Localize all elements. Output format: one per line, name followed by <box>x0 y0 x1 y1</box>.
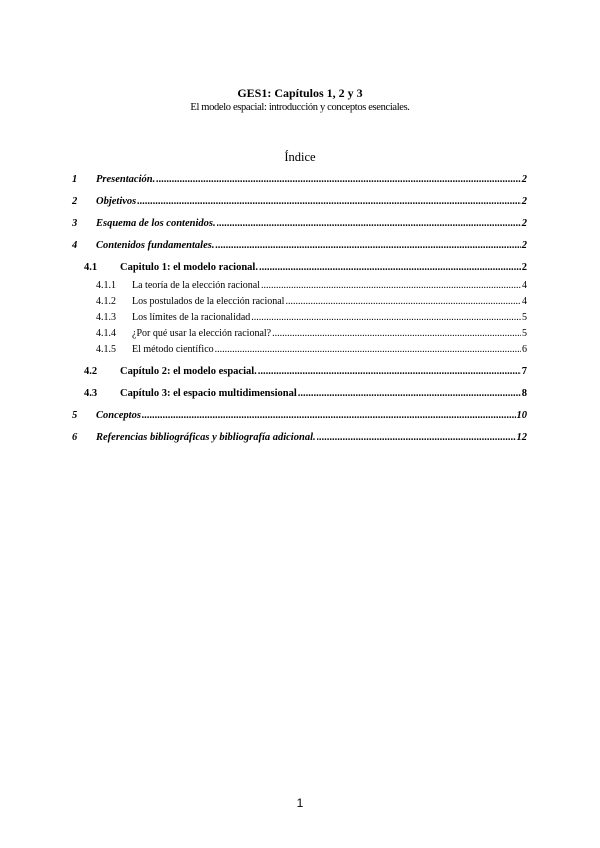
toc-entry-page: 4 <box>522 296 527 307</box>
toc-entry-number: 4.1.3 <box>96 312 116 323</box>
toc-entry-contenidos[interactable] <box>72 240 527 251</box>
toc-leader-dots <box>259 262 521 273</box>
toc-entry-label: Capítulo 3: el espacio multidimensional <box>120 388 297 399</box>
toc-entry-number: 4.1 <box>84 262 98 273</box>
toc-entry-esquema[interactable] <box>72 218 527 229</box>
toc-leader-dots <box>215 344 521 355</box>
toc-entry-number: 3 <box>72 218 78 229</box>
toc-leader-dots <box>261 280 521 291</box>
toc-entry-label: Capitulo 1: el modelo racional. <box>120 262 258 273</box>
toc-leader-dots <box>156 174 521 185</box>
toc-entry-label: Los postulados de la elección racional <box>132 296 285 307</box>
toc-entry-number: 4.1.5 <box>96 344 116 355</box>
toc-entry-number: 4 <box>72 240 78 251</box>
toc-entry-number: 5 <box>72 410 78 421</box>
page-number: 1 <box>296 796 304 810</box>
toc-leader-dots <box>285 296 521 307</box>
toc-entry-number: 4.3 <box>84 388 98 399</box>
toc-entry-label: Referencias bibliográficas y bibliografía adicional. <box>96 432 316 443</box>
toc-entry-label: Conceptos <box>96 410 141 421</box>
toc-entry-page: 2 <box>521 262 527 273</box>
toc-leader-dots <box>217 218 521 229</box>
toc-entry-number: 6 <box>72 432 78 443</box>
toc-entry-number: 4.2 <box>84 366 98 377</box>
toc-entry-page: 6 <box>522 344 527 355</box>
document-title: GES1: Capítulos 1, 2 y 3 <box>237 86 363 100</box>
toc-entry-label: Esquema de los contenidos. <box>96 218 216 229</box>
toc-entry-page: 10 <box>516 410 527 421</box>
toc-entry-number: 1 <box>72 174 78 185</box>
toc-entry-label: ¿Por qué usar la elección racional? <box>132 328 272 339</box>
toc-entry-capitulo-3[interactable] <box>84 388 527 399</box>
toc-entry-page: 5 <box>522 328 527 339</box>
toc-entry-objetivos[interactable] <box>72 196 527 207</box>
toc-entry-page: 2 <box>521 240 527 251</box>
toc-entry-label: El método científico <box>132 344 214 355</box>
toc-entry-page: 8 <box>521 388 527 399</box>
toc-entry-4-1-4[interactable] <box>96 328 527 339</box>
toc-leader-dots <box>142 410 516 421</box>
toc-entry-number: 4.1.2 <box>96 296 116 307</box>
toc-entry-label: Contenidos fundamentales. <box>96 240 215 251</box>
toc-entry-conceptos[interactable] <box>72 410 527 421</box>
toc-entry-label: La teoría de la elección racional <box>132 280 260 291</box>
toc-entry-page: 7 <box>521 366 527 377</box>
toc-entry-page: 2 <box>521 218 527 229</box>
toc-entry-4-1-2[interactable] <box>96 296 527 307</box>
toc-entry-label: Presentación. <box>96 174 156 185</box>
toc-entry-capitulo-1[interactable] <box>84 262 527 273</box>
toc-entry-label: Objetivos <box>96 196 137 207</box>
document-subtitle: El modelo espacial: introducción y conceptos esenciales. <box>190 102 410 113</box>
toc-leader-dots <box>298 388 521 399</box>
toc-entry-number: 4.1.4 <box>96 328 116 339</box>
toc-leader-dots <box>272 328 521 339</box>
toc-leader-dots <box>258 366 521 377</box>
toc-entry-capitulo-2[interactable] <box>84 366 527 377</box>
toc-entry-page: 2 <box>521 196 527 207</box>
toc-entry-referencias[interactable] <box>72 432 527 443</box>
toc-leader-dots <box>137 196 521 207</box>
toc-entry-label: Capítulo 2: el modelo espacial. <box>120 366 257 377</box>
toc-entry-4-1-1[interactable] <box>96 280 527 291</box>
toc-entry-number: 2 <box>72 196 78 207</box>
toc-heading: Índice <box>284 150 316 164</box>
toc-entry-4-1-3[interactable] <box>96 312 527 323</box>
toc-entry-page: 5 <box>522 312 527 323</box>
toc-leader-dots <box>215 240 520 251</box>
toc-entry-page: 12 <box>516 432 527 443</box>
toc-entry-page: 4 <box>522 280 527 291</box>
toc-entry-number: 4.1.1 <box>96 280 116 291</box>
toc-entry-presentacion[interactable] <box>72 174 527 185</box>
toc-leader-dots <box>251 312 521 323</box>
toc-entry-label: Los límites de la racionalidad <box>132 312 251 323</box>
toc-entry-4-1-5[interactable] <box>96 344 527 355</box>
toc-leader-dots <box>317 432 516 443</box>
toc-entry-page: 2 <box>521 174 527 185</box>
